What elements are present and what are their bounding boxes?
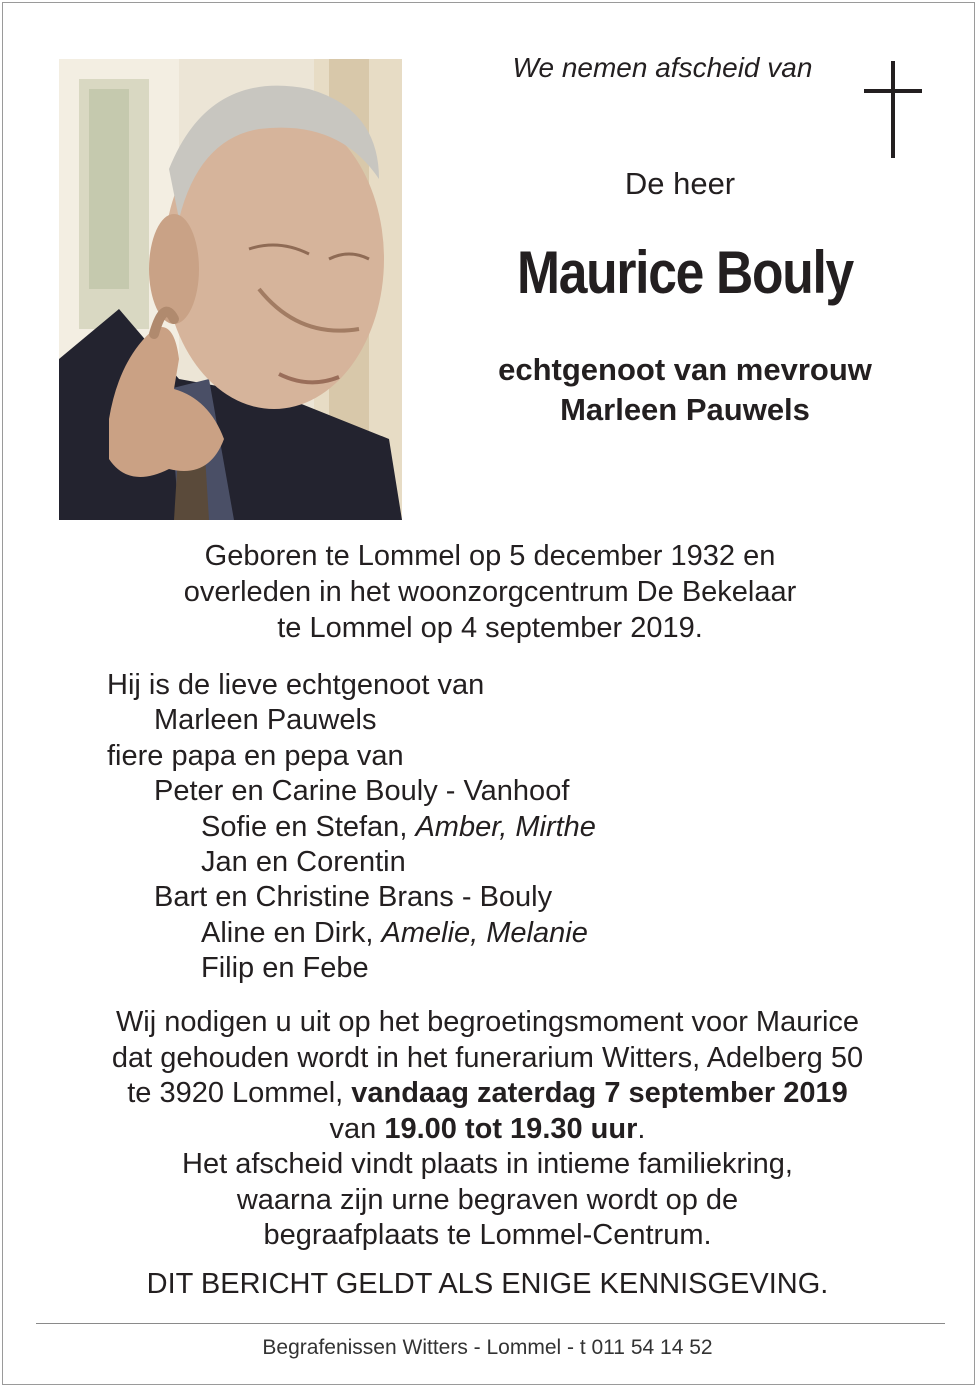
- invitation-line: begraafplaats te Lommel-Centrum.: [263, 1219, 712, 1251]
- family-names: Sofie en Stefan,: [201, 810, 416, 843]
- invitation-text: van: [329, 1112, 385, 1145]
- family-line: Peter en Carine Bouly - Vanhoof: [154, 775, 570, 808]
- intro-text: We nemen afscheid van: [512, 52, 813, 83]
- invitation-block: [40, 1005, 935, 1254]
- death-line: overleden in het woonzorgcentrum De Bekelaar: [183, 576, 797, 608]
- birth-line: Geboren te Lommel op 5 december 1932 en: [204, 540, 776, 572]
- family-line: fiere papa en pepa van: [107, 739, 404, 772]
- invitation-text: .: [637, 1112, 646, 1145]
- spouse-line: echtgenoot van mevrouw: [498, 352, 872, 387]
- family-line: [107, 916, 596, 951]
- invitation-line: [40, 1112, 935, 1148]
- family-list: [107, 668, 596, 987]
- family-grandchildren: Amber, Mirthe: [415, 810, 596, 843]
- family-line: Filip en Febe: [201, 952, 369, 985]
- invitation-line: waarna zijn urne begraven wordt op de: [236, 1183, 739, 1216]
- invitation-line: dat gehouden wordt in het funerarium Witters, Adelberg 50: [111, 1041, 864, 1074]
- family-grandchildren: Amelie, Melanie: [381, 916, 588, 949]
- invitation-time: 19.00 tot 19.30 uur: [384, 1112, 638, 1145]
- family-line: Bart en Christine Brans - Bouly: [154, 881, 553, 914]
- spouse-name: Marleen Pauwels: [560, 392, 810, 427]
- spouse-block: [440, 350, 930, 430]
- salutation: De heer: [624, 166, 736, 201]
- family-line: Hij is de lieve echtgenoot van: [107, 669, 485, 701]
- invitation-date: vandaag zaterdag 7 september 2019: [351, 1077, 848, 1109]
- divider: [36, 1323, 945, 1324]
- family-line: Jan en Corentin: [201, 846, 406, 879]
- family-line: [107, 810, 596, 845]
- birth-death-block: [40, 538, 940, 646]
- invitation-line: Het afscheid vindt plaats in intieme familiekring,: [182, 1148, 793, 1180]
- deceased-name: Maurice Bouly: [517, 239, 853, 306]
- family-names: Aline en Dirk,: [201, 916, 382, 949]
- invitation-text: te 3920 Lommel,: [127, 1077, 352, 1109]
- notice-text: DIT BERICHT GELDT ALS ENIGE KENNISGEVING.: [146, 1268, 829, 1300]
- funeral-home-footer: Begrafenissen Witters - Lommel - t 011 54 14 52: [262, 1336, 713, 1359]
- invitation-line: Wij nodigen u uit op het begroetingsmoment voor Maurice: [115, 1006, 860, 1038]
- portrait-photo: [59, 59, 402, 520]
- death-place-line: te Lommel op 4 september 2019.: [277, 612, 703, 644]
- family-line: Marleen Pauwels: [154, 704, 377, 737]
- invitation-line: [40, 1076, 935, 1112]
